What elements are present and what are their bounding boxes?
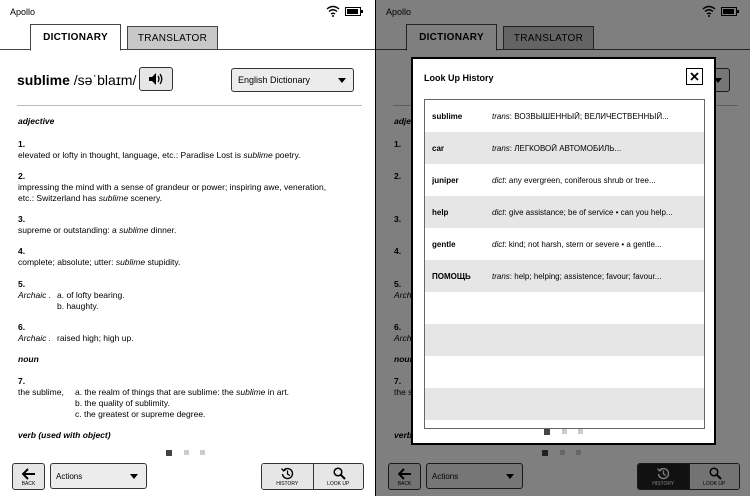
def-number-4: 4. bbox=[18, 246, 26, 256]
def-text-7c: c. the greatest or supreme degree. bbox=[75, 409, 206, 419]
page-dot-3[interactable] bbox=[200, 450, 205, 455]
history-definition: trans: help; helping; assistence; favour; favour... bbox=[492, 272, 662, 281]
close-icon bbox=[690, 72, 699, 81]
dialog-title: Look Up History bbox=[424, 73, 494, 83]
def-text-2-line1: impressing the mind with a sense of grandeur or power; inspiring awe, veneration, bbox=[18, 182, 327, 192]
history-word: car bbox=[432, 144, 445, 153]
def-text-6: raised high; high up. bbox=[57, 333, 134, 343]
def-number-2: 2. bbox=[18, 171, 26, 181]
history-item[interactable] bbox=[425, 164, 704, 196]
page-dot-2[interactable] bbox=[184, 450, 189, 455]
def-label-7: the sublime, bbox=[18, 387, 64, 397]
battery-icon bbox=[345, 7, 361, 16]
history-item[interactable] bbox=[425, 260, 704, 292]
history-word: juniper bbox=[432, 176, 459, 185]
speaker-icon bbox=[148, 72, 164, 86]
bottom-toolbar bbox=[0, 458, 375, 496]
empty-row bbox=[425, 356, 704, 388]
def-number-3: 3. bbox=[18, 214, 26, 224]
pos-verb: verb (used with object) bbox=[18, 430, 111, 440]
history-screen bbox=[375, 0, 750, 496]
back-label: BACK bbox=[21, 481, 36, 487]
history-button[interactable] bbox=[262, 464, 313, 489]
def-text-5b: b. haughty. bbox=[57, 301, 99, 311]
actions-menu[interactable] bbox=[50, 463, 147, 489]
pronunciation: /səˈblaɪm/ bbox=[73, 72, 137, 88]
wifi-icon bbox=[326, 5, 340, 17]
dialog-page-indicator bbox=[413, 429, 718, 435]
def-label-6: Archaic . bbox=[18, 333, 52, 343]
def-text-4: complete; absolute; utter: sublime stupidity. bbox=[18, 257, 181, 267]
def-text-3: supreme or outstanding: a sublime dinner. bbox=[18, 225, 177, 235]
history-word: gentle bbox=[432, 240, 456, 249]
history-item[interactable] bbox=[425, 228, 704, 260]
history-icon bbox=[281, 467, 294, 480]
lookup-label: LOOK UP bbox=[327, 481, 350, 487]
search-icon bbox=[333, 467, 346, 480]
headword-text: sublime bbox=[17, 72, 70, 88]
def-text-2-line2: etc.: Switzerland has sublime scenery. bbox=[18, 193, 162, 203]
empty-row bbox=[425, 324, 704, 356]
def-number-6: 6. bbox=[18, 322, 26, 332]
dictionary-select[interactable] bbox=[231, 68, 354, 92]
history-lookup-group bbox=[261, 463, 364, 490]
tab-translator[interactable]: TRANSLATOR bbox=[127, 26, 218, 50]
history-word: help bbox=[432, 208, 449, 217]
app-name: Apollo bbox=[10, 7, 36, 17]
page-dot-1[interactable] bbox=[166, 450, 172, 456]
empty-row bbox=[425, 292, 704, 324]
def-text-7b: b. the quality of sublimity. bbox=[75, 398, 170, 408]
actions-label: Actions bbox=[56, 471, 83, 481]
dialog-page-dot-2[interactable] bbox=[562, 429, 567, 434]
def-number-7: 7. bbox=[18, 376, 26, 386]
def-number-5: 5. bbox=[18, 279, 26, 289]
empty-row bbox=[425, 388, 704, 420]
chevron-down-icon bbox=[130, 474, 138, 479]
def-text-5a: a. of lofty bearing. bbox=[57, 290, 125, 300]
status-bar bbox=[0, 0, 375, 22]
history-definition: dict: any evergreen, coniferous shrub or tree... bbox=[492, 176, 656, 185]
history-definition: trans: ЛЕГКОВОЙ АВТОМОБИЛЬ... bbox=[492, 144, 622, 153]
page-indicator bbox=[0, 450, 375, 456]
dialog-page-dot-3[interactable] bbox=[578, 429, 583, 434]
headword bbox=[17, 72, 136, 88]
history-word: ПОМОЩЬ bbox=[432, 272, 471, 281]
lookup-button[interactable] bbox=[313, 464, 364, 489]
history-definition: dict: kind; not harsh, stern or severe • a gentle... bbox=[492, 240, 662, 249]
history-list bbox=[424, 99, 705, 429]
dictionary-select-value: English Dictionary bbox=[238, 75, 311, 85]
tab-bar bbox=[0, 24, 375, 50]
pos-noun: noun bbox=[18, 354, 39, 364]
history-word: sublime bbox=[432, 112, 463, 121]
history-label: HISTORY bbox=[276, 481, 299, 487]
def-text-1: elevated or lofty in thought, language, etc.: Paradise Lost is sublime poetry. bbox=[18, 150, 301, 160]
history-item[interactable] bbox=[425, 196, 704, 228]
history-dialog bbox=[411, 57, 716, 445]
def-text-7a: a. the realm of things that are sublime: the sublime in art. bbox=[75, 387, 290, 397]
def-label-5: Archaic . bbox=[18, 290, 52, 300]
back-arrow-icon bbox=[22, 468, 36, 480]
close-button[interactable] bbox=[686, 68, 703, 85]
pronounce-button[interactable] bbox=[139, 67, 173, 91]
history-item[interactable] bbox=[425, 100, 704, 132]
back-button[interactable] bbox=[12, 463, 45, 490]
history-definition: dict: give assistance; be of service • can you help... bbox=[492, 208, 673, 217]
pos-adjective: adjective bbox=[18, 116, 55, 126]
tab-dictionary[interactable]: DICTIONARY bbox=[30, 24, 121, 51]
history-item[interactable] bbox=[425, 132, 704, 164]
def-number-1: 1. bbox=[18, 139, 26, 149]
chevron-down-icon bbox=[338, 78, 346, 83]
history-definition: trans: ВОЗВЫШЕННЫЙ; ВЕЛИЧЕСТВЕННЫЙ... bbox=[492, 112, 669, 121]
entry-header bbox=[17, 64, 362, 106]
dialog-page-dot-1[interactable] bbox=[544, 429, 550, 435]
